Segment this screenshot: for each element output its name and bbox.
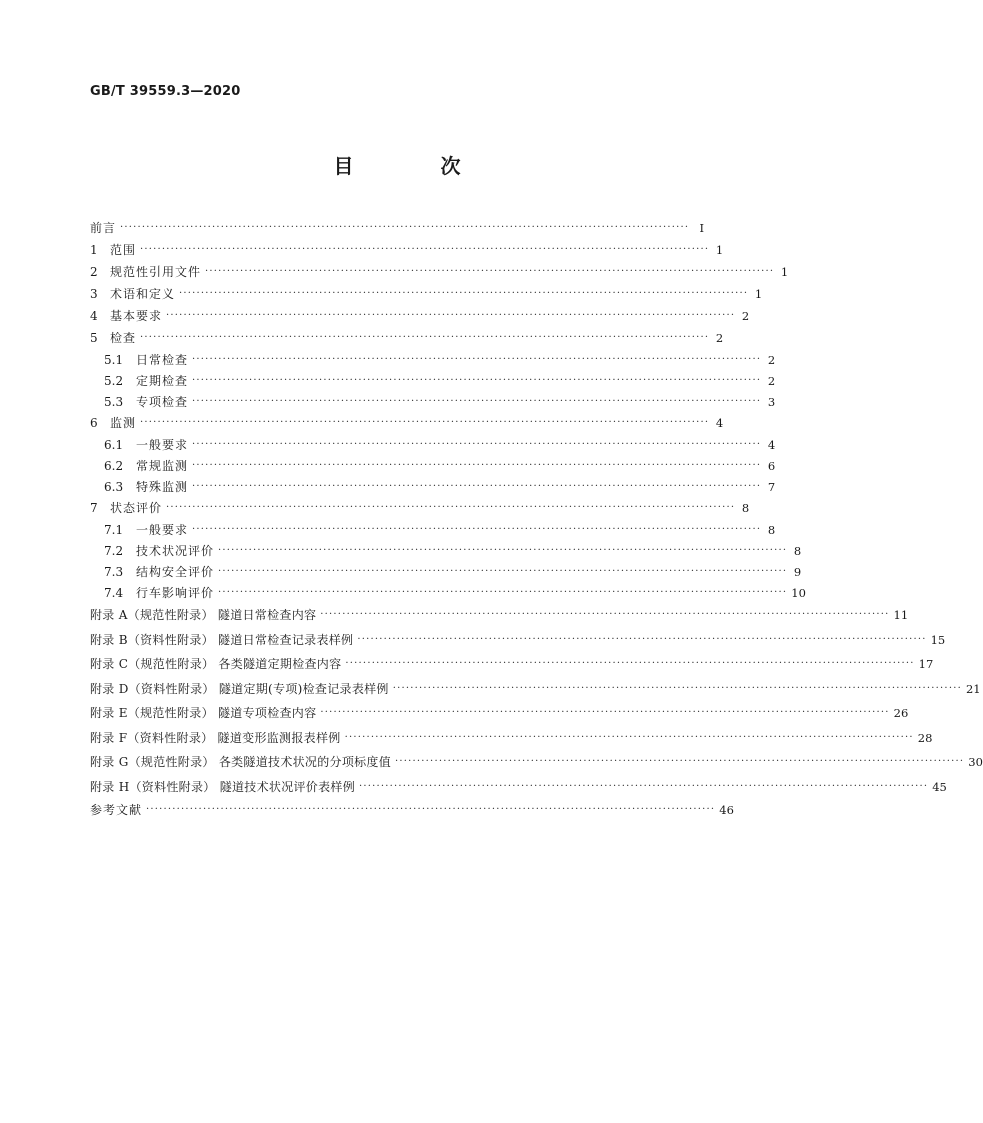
toc-entry-page: 17 [918, 657, 934, 672]
toc-entry-number: 7.3 [104, 564, 124, 579]
toc-entry[interactable] [90, 327, 724, 349]
toc-entry[interactable] [90, 434, 776, 455]
toc-entry[interactable] [90, 305, 750, 327]
toc-entry-title: 附录 B（资料性附录） 隧道日常检查记录表样例 [90, 632, 354, 647]
toc-entry-title: 监测 [110, 416, 137, 430]
toc-entry-number: 6.3 [104, 479, 124, 494]
toc-entry-page: 1 [754, 287, 763, 301]
toc-entry-title: 结构安全评价 [136, 564, 215, 579]
toc-entry-number: 4 [90, 309, 98, 323]
toc-entry-page: 46 [719, 803, 734, 817]
toc-entry-page: 8 [767, 522, 776, 537]
toc-entry-page: 3 [767, 394, 776, 409]
toc-entry-page: 15 [930, 632, 946, 647]
toc-entry[interactable] [90, 217, 704, 239]
toc-entry-title: 参考文献 [90, 803, 143, 817]
toc-entry-title: 基本要求 [110, 309, 163, 323]
toc-entry-title: 一般要求 [136, 522, 189, 537]
toc-entry-page: 2 [715, 331, 724, 345]
dot-leader: ·································································································································· [120, 222, 690, 233]
toc-entry-number: 7 [90, 501, 98, 515]
toc-entry-page: 2 [767, 352, 776, 367]
toc-entry-title: 规范性引用文件 [110, 265, 202, 279]
toc-entry-title: 术语和定义 [110, 287, 176, 301]
dot-leader: ·································································································································· [192, 353, 762, 365]
toc-entry[interactable] [90, 476, 776, 497]
toc-entry-number: 3 [90, 287, 98, 301]
toc-entry-title: 一般要求 [136, 437, 189, 452]
toc-entry-number: 1 [90, 243, 98, 257]
dot-leader: ·································································································································· [192, 438, 762, 450]
toc-entry-title: 状态评价 [110, 501, 163, 515]
dot-leader: ·································································································································· [344, 731, 914, 743]
toc-entry-title: 附录 C（规范性附录） 各类隧道定期检查内容 [90, 657, 342, 672]
toc-entry-number: 7.2 [104, 543, 124, 558]
toc-entry-number: 2 [90, 265, 98, 279]
toc-entry-title: 附录 G（规范性附录） 各类隧道技术状况的分项标度值 [90, 755, 392, 770]
toc-entry[interactable] [90, 283, 763, 305]
dot-leader: ·································································································································· [357, 633, 927, 645]
toc-entry-title: 附录 E（规范性附录） 隧道专项检查内容 [90, 706, 317, 721]
toc-entry-number: 6.2 [104, 458, 124, 473]
toc-entry-page: Ⅰ [699, 221, 704, 235]
toc-entry-page: 1 [715, 243, 724, 257]
dot-leader: ·································································································································· [359, 780, 929, 792]
toc-entry-title: 附录 A（规范性附录） 隧道日常检查内容 [90, 608, 317, 623]
toc-entry-page: 6 [767, 458, 776, 473]
toc-entry[interactable] [90, 455, 776, 476]
dot-leader: ·································································································································· [392, 682, 962, 694]
toc-entry-title: 日常检查 [136, 352, 189, 367]
toc-entry-page: 9 [793, 564, 802, 579]
dot-leader: ·································································································································· [166, 310, 736, 321]
dot-leader: ·································································································································· [179, 288, 749, 299]
toc-entry-title: 附录 H（资料性附录） 隧道技术状况评价表样例 [90, 779, 355, 794]
dot-leader: ·································································································································· [140, 244, 710, 255]
toc-entry-title: 附录 F（资料性附录） 隧道变形监测报表样例 [90, 730, 341, 745]
toc-entry-page: 8 [793, 543, 802, 558]
toc-entry-page: 4 [715, 416, 724, 430]
toc-entry-title: 专项检查 [136, 394, 189, 409]
toc-entry[interactable] [90, 370, 776, 391]
dot-leader: ·································································································································· [320, 707, 890, 719]
toc-entry[interactable] [90, 349, 776, 370]
dot-leader: ·································································································································· [192, 480, 762, 492]
toc-entry-page: 45 [932, 779, 947, 794]
toc-entry-page: 2 [767, 373, 776, 388]
toc-entry-title: 定期检查 [136, 373, 189, 388]
toc-entry-title: 附录 D（资料性附录） 隧道定期(专项)检查记录表样例 [90, 681, 389, 696]
dot-leader: ·································································································································· [192, 374, 762, 386]
dot-leader: ·································································································································· [192, 395, 762, 407]
toc-entry-title: 技术状况评价 [136, 543, 215, 558]
dot-leader: ·································································································································· [218, 565, 788, 577]
dot-leader: ·································································································································· [166, 502, 736, 513]
dot-leader: ·································································································································· [140, 417, 710, 428]
toc-entry-page: 26 [893, 706, 909, 721]
toc-entry-page: 7 [767, 479, 776, 494]
toc-entry-title: 特殊监测 [136, 479, 189, 494]
toc-entry[interactable] [90, 239, 724, 261]
toc-entry[interactable] [90, 750, 983, 775]
toc-entry-title: 行车影响评价 [136, 585, 215, 600]
toc-entry-page: 4 [767, 437, 776, 452]
toc-entry-number: 7.1 [104, 522, 124, 537]
toc-entry-number: 5.3 [104, 394, 124, 409]
dot-leader: ·································································································································· [218, 586, 788, 598]
toc-entry[interactable] [90, 701, 909, 726]
toc-entry[interactable] [90, 412, 724, 434]
dot-leader: ·································································································································· [218, 544, 788, 556]
toc-entry-page: 8 [741, 501, 750, 515]
standard-number: GB/T 39559.3—2020 [90, 84, 241, 99]
toc-entry-page: 1 [780, 265, 789, 279]
toc-entry[interactable] [90, 603, 909, 628]
toc-entry-page: 30 [968, 755, 983, 770]
toc-entry[interactable] [90, 677, 981, 702]
toc-entry-number: 5.1 [104, 352, 124, 367]
toc-entry-page: 11 [893, 608, 909, 623]
dot-leader: ·································································································································· [205, 266, 775, 277]
toc-entry-number: 5.2 [104, 373, 124, 388]
toc-entry[interactable] [90, 582, 806, 603]
toc-entry[interactable] [90, 799, 734, 821]
toc-entry-title: 前言 [90, 221, 117, 235]
toc-entry[interactable] [90, 261, 789, 283]
dot-leader: ·································································································································· [140, 332, 710, 343]
toc-entry-page: 21 [965, 681, 981, 696]
toc-entry-number: 7.4 [104, 585, 124, 600]
toc-entry[interactable] [90, 519, 776, 540]
toc-entry-page: 10 [791, 585, 806, 600]
toc-entry-title: 范围 [110, 243, 137, 257]
toc-entry[interactable] [90, 775, 947, 800]
toc-entry[interactable] [90, 497, 750, 519]
toc-entry-page: 2 [741, 309, 750, 323]
toc-entry-number: 5 [90, 331, 98, 345]
toc-entry[interactable] [90, 652, 934, 677]
toc-entry-title: 检查 [110, 331, 137, 345]
table-of-contents [90, 217, 983, 821]
toc-entry-title: 常规监测 [136, 458, 189, 473]
toc-entry[interactable] [90, 540, 802, 561]
toc-entry-number: 6 [90, 416, 98, 430]
toc-entry[interactable] [90, 391, 776, 412]
toc-entry[interactable] [90, 726, 933, 751]
page-title: 目 次 [333, 154, 501, 178]
toc-entry[interactable] [90, 628, 946, 653]
toc-entry[interactable] [90, 561, 802, 582]
toc-entry-number: 6.1 [104, 437, 124, 452]
dot-leader: ·································································································································· [192, 459, 762, 471]
dot-leader: ·································································································································· [146, 804, 716, 815]
dot-leader: ·································································································································· [320, 609, 890, 621]
dot-leader: ·································································································································· [192, 523, 762, 535]
toc-entry-page: 28 [917, 730, 933, 745]
dot-leader: ·································································································································· [345, 658, 915, 670]
dot-leader: ·································································································································· [395, 756, 965, 768]
